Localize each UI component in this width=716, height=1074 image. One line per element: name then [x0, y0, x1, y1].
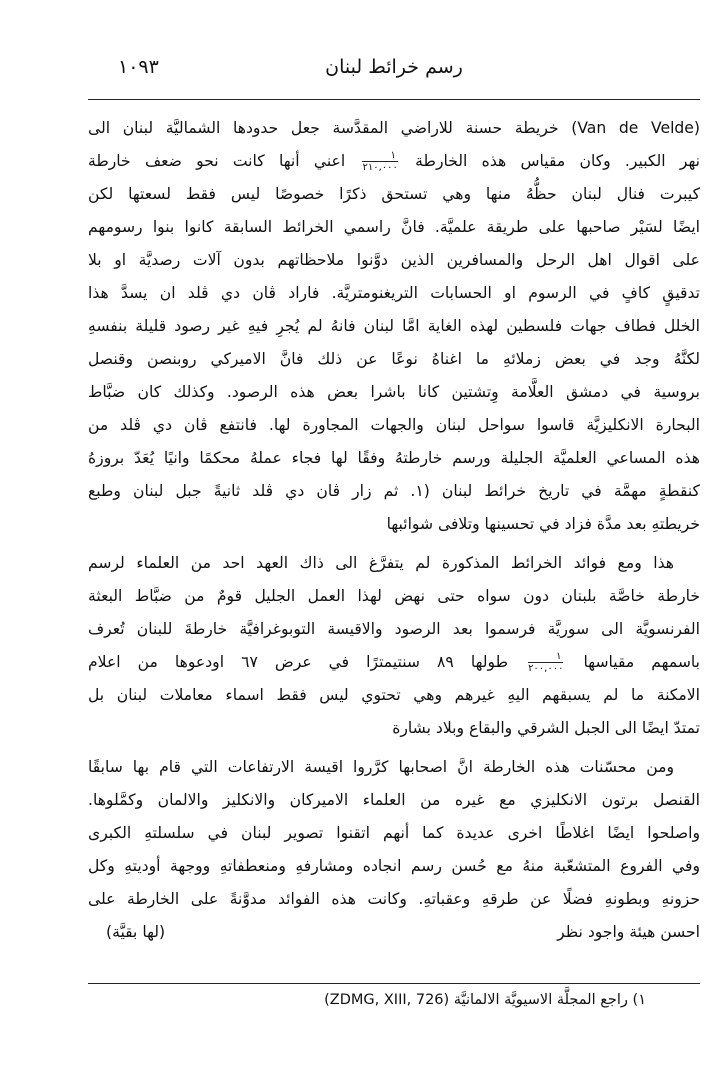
paragraph	[88, 547, 700, 745]
text-line	[88, 679, 700, 712]
line-text: واصلحوا ايضًا اغلاطًا اخرى عديدة كما أنهم اتقنوا تصوير لبنان في سلسلتهِ الكبرى	[88, 824, 700, 842]
text-line	[88, 580, 700, 613]
line-text: هذا ومع فوائد الخرائط المذكورة لم يتفرَّغ الى ذاك العهد احد من العلماء لرسم	[88, 554, 674, 572]
text-line	[88, 475, 700, 508]
line-text: بروسية في دمشق العلَّامة وِتشتين كانا باشرا بعض هذه الرصود. وكذلك كان ضبَّاط	[88, 383, 700, 401]
page-number: ١٠٩٣	[118, 56, 159, 78]
text-line	[88, 508, 700, 541]
text-line	[88, 376, 700, 409]
line-text: الفرنسويَّة الى سوريَّة فرسموا بعد الرصود والاقيسة التوبوغرافيَّة خارطةَ للبنان تُعرف	[88, 620, 700, 638]
running-header	[88, 56, 700, 86]
paragraph	[88, 112, 700, 541]
footnote-rule	[88, 983, 700, 984]
text-line	[88, 547, 700, 580]
line-text: طولها ٨٩ سنتيمترًا في عرض ٦٧ اودعوها من اعلام	[88, 653, 509, 671]
text-line	[88, 178, 700, 211]
footnote: ١) راجع المجلَّة الاسيويَّة الالمانيَّة (ZDMG, XIII, 726)	[324, 992, 646, 1008]
paragraph	[88, 751, 700, 949]
line-text: تدقيقٍ كافٍ في الرسوم او الحسابات التريغنومتريَّة. فاراد ڤان دي ڤلد ان يسدَّ هذا	[88, 284, 700, 302]
line-text: وفي الفروع المتشعّبة منهُ مع حُسن رسم انجاده ومشارفهِ ومنعطفاتهِ ووجهة أوديتهِ وكل	[88, 857, 700, 875]
line-text: الامكنة ما لم يسبقهم اليهِ غيرهم وهي تحتوي ليس فقط اسماء معاملات لبنان بل	[88, 686, 700, 704]
text-line	[88, 442, 700, 475]
fraction-numerator: ١	[528, 651, 563, 663]
line-text: باسمهم مقياسها	[583, 653, 700, 671]
line-text: اعني أنها كانت نحو ضعف خارطة	[88, 152, 346, 170]
line-text: خريطتهِ بعد مدَّة فزاد في تحسينها وتلافى شوائبها	[386, 515, 700, 533]
text-line	[88, 112, 700, 145]
fraction-numerator: ١	[362, 150, 397, 162]
line-text: لكنَّهُ وجد في بعض زملائهِ ما اغناهُ نوعًا عن ذلك فانَّ الاميركي روبنصن وقنصل	[88, 350, 700, 368]
text-line	[88, 277, 700, 310]
line-text: البحارة الانكليزيَّة قاسوا سواحل لبنان والجهات المجاورة لها. فانتفع ڤان دي ڤلد من	[88, 416, 700, 434]
text-line	[88, 712, 700, 745]
continued-note: (لها بقيَّة)	[106, 923, 166, 941]
text-line	[88, 883, 700, 916]
text-line	[88, 613, 700, 646]
text-line	[88, 751, 700, 784]
text-line	[88, 211, 700, 244]
text-line	[88, 244, 700, 277]
scale-fraction	[528, 651, 563, 674]
line-text: كيبرت فنال لبنان حظُّهُ منها وهي تستحق ذكرًا خصوصًا ليس فقط لسعتها لكن	[88, 185, 700, 203]
text-line	[88, 646, 700, 679]
text-line	[88, 817, 700, 850]
line-text: حزونهِ وبطونهِ فضلًا عن طرقهِ وعقباتهِ. وكانت هذه الفوائد مدوَّنةً على الخارطة على	[88, 890, 700, 908]
text-line	[88, 409, 700, 442]
line-text: الخلل فطاف جهات فلسطين لهذه الغاية امَّا لبنان فانهُ لم يُجرِ فيهِ غير رصود قليلة بنفسهِ	[88, 317, 700, 335]
running-title: رسم خرائط لبنان	[325, 56, 463, 78]
scale-fraction	[362, 150, 397, 173]
line-text: ومن محسّنات هذه الخارطة انَّ اصحابها كرَّروا اقيسة الارتفاعات التي قام بها سابقًا	[88, 758, 674, 776]
line-text: ايضًا لسَيْر صاحبها على طريقة علميَّة. فانَّ راسمي الخرائط السابقة كانوا بنوا رسومهم	[88, 218, 700, 236]
text-line	[88, 343, 700, 376]
line-text: احسن هيئة واجود نظر	[557, 923, 700, 941]
line-text: تمتدّ ايضًا الى الجبل الشرقي والبقاع وبلاد بشارة	[392, 719, 700, 737]
line-text: نهر الكبير. وكان مقياس هذه الخارطة	[415, 152, 700, 170]
text-line	[88, 850, 700, 883]
text-line	[88, 784, 700, 817]
article-body	[88, 112, 700, 955]
line-text: القنصل برتون الانكليزي مع غيره من العلماء الاميركان والانكليز والالمان وكمَّلوها.	[88, 791, 700, 809]
line-text: خارطة خاصَّة بلبنان دون سواه حتى نهض لهذا العمل الجليل قومٌ من ضبَّاط البعثة	[88, 587, 700, 605]
text-line	[88, 310, 700, 343]
text-line	[88, 145, 700, 178]
line-text: كنقطةٍ مهمَّة في تاريخ خرائط لبنان (١. ثم زار ڤان دي ڤلد ثانيةً جبل لبنان وطبع	[88, 482, 700, 500]
line-text: (Van de Velde) خريطة حسنة للاراضي المقدَّسة جعل حدودها الشماليَّة لبنان الى	[88, 119, 700, 137]
line-text: على اقوال اهل الرحل والمسافرين الذين دوَّنوا ملاحظاتهم بدون آلات رصديَّة او بلا	[88, 251, 700, 269]
fraction-denominator: ٢٠٠,٠٠٠	[528, 663, 564, 674]
line-text: هذه المساعي العلميَّة الجليلة ورسم خارطتهُ وفقًا لها فجاء عملهُ محكمًا وانيًا يُعَدّ بروزهُ	[88, 449, 700, 467]
fraction-denominator: ٢١٠,٠٠٠	[362, 162, 398, 173]
text-line	[88, 916, 700, 949]
header-rule	[88, 99, 700, 100]
